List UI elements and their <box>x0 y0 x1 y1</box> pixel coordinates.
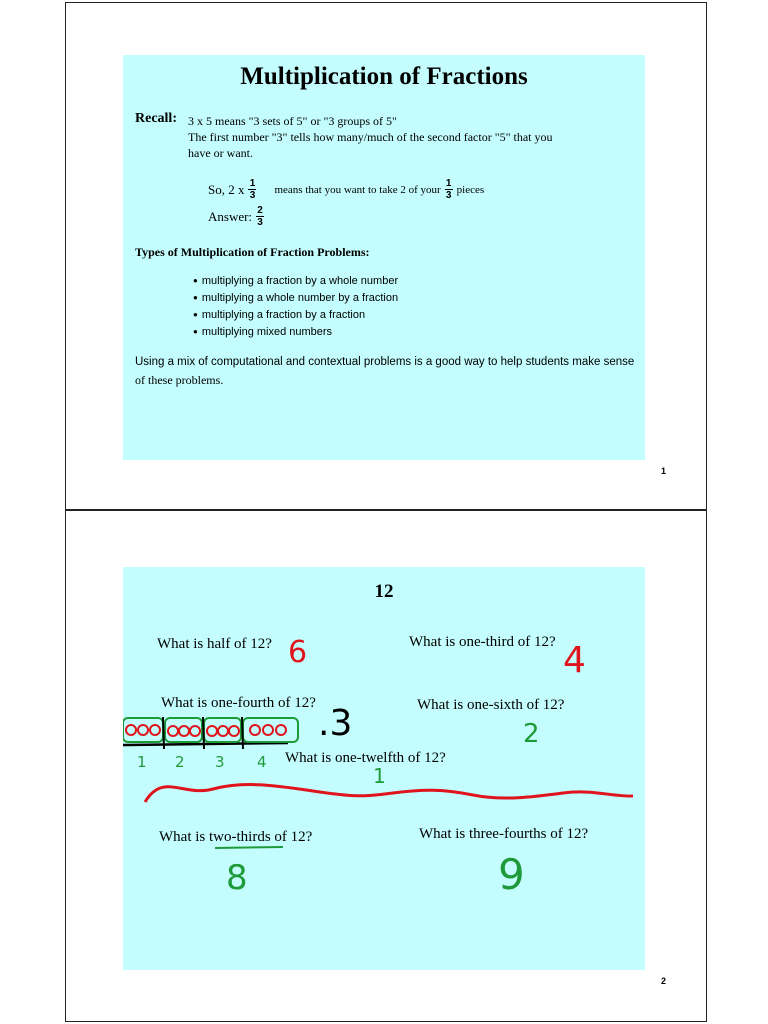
answer-one-third-handwritten: 4 <box>563 640 586 681</box>
mix-text-line-2: of these problems. <box>135 373 224 387</box>
slide-1-panel <box>123 55 645 460</box>
fraction-one-third-inline <box>445 179 453 200</box>
answer-one-twelfth-handwritten: 1 <box>373 764 386 788</box>
wavy-separator <box>145 785 633 802</box>
recall-label: Recall: <box>135 111 177 126</box>
example-line <box>208 179 484 200</box>
group-label-4: 4 <box>257 753 267 771</box>
counter <box>263 725 273 735</box>
answer-half-handwritten: 6 <box>288 635 308 670</box>
slide-title: 12 <box>374 581 394 602</box>
slide-1 <box>65 2 707 510</box>
question-one-third: What is one-third of 12? <box>409 634 556 650</box>
pieces-label: pieces <box>456 183 485 196</box>
mix-text-line-1: Using a mix of computational and contextual problems is a good way to help students make sense <box>135 356 635 368</box>
recall-line-2: The first number "3" tells how many/much of the second factor "5" that you <box>188 130 553 144</box>
counter-baseline <box>123 743 288 745</box>
answer-one-fourth-handwritten: .3 <box>318 703 353 744</box>
slide-title: Multiplication of Fractions <box>240 63 528 90</box>
list-item: ● multiplying mixed numbers <box>193 326 398 343</box>
page-number: 2 <box>660 976 666 986</box>
counter <box>150 725 160 735</box>
group-box-2 <box>165 718 202 742</box>
group-box-4 <box>243 718 298 742</box>
counter <box>190 726 200 736</box>
two-thirds-underline <box>215 847 283 848</box>
answer-line <box>208 206 268 227</box>
counter <box>138 725 148 735</box>
answer-label: Answer: <box>208 208 253 224</box>
group-box-1 <box>123 718 163 742</box>
fraction-denominator: 3 <box>249 190 256 201</box>
list-item: ● multiplying a whole number by a fraction <box>193 292 398 309</box>
counter <box>229 726 239 736</box>
means-text <box>274 179 484 200</box>
counter <box>126 725 136 735</box>
counter <box>250 725 260 735</box>
recall-line-1: 3 x 5 means "3 sets of 5" or "3 groups of 5" <box>188 114 397 128</box>
fraction-denominator: 3 <box>257 217 263 228</box>
fraction-numerator: 1 <box>249 178 256 189</box>
answer-one-sixth-handwritten: 2 <box>523 719 540 749</box>
counter <box>179 726 189 736</box>
page-number: 1 <box>660 466 666 476</box>
divider-2 <box>203 717 204 749</box>
fraction-numerator: 1 <box>445 178 452 189</box>
answer-three-fourths-handwritten: 9 <box>498 850 525 899</box>
group-label-3: 3 <box>215 753 225 771</box>
slide-2-panel <box>123 567 645 970</box>
means-label: means that you want to take 2 of your <box>274 183 441 196</box>
divider-3 <box>242 717 243 749</box>
answer-fraction <box>256 206 264 227</box>
recall-line-3: have or want. <box>188 146 253 160</box>
question-one-twelfth: What is one-twelfth of 12? <box>285 750 446 766</box>
fraction-numerator: 2 <box>257 205 263 216</box>
question-one-sixth: What is one-sixth of 12? <box>417 697 565 713</box>
group-label-2: 2 <box>175 753 185 771</box>
list-item: ● multiplying a fraction by a whole number <box>193 275 398 292</box>
question-three-fourths: What is three-fourths of 12? <box>419 826 589 842</box>
types-list <box>193 275 398 343</box>
so-prefix: So, 2 x <box>208 181 245 197</box>
counter <box>276 725 286 735</box>
counter <box>168 726 178 736</box>
list-item: ● multiplying a fraction by a fraction <box>193 309 398 326</box>
question-half: What is half of 12? <box>157 636 272 652</box>
types-heading: Types of Multiplication of Fraction Problems: <box>135 245 370 259</box>
group-label-1: 1 <box>137 753 147 771</box>
counter <box>207 726 217 736</box>
question-two-thirds: What is two-thirds of 12? <box>159 829 313 845</box>
red-counters <box>126 725 286 736</box>
divider-1 <box>163 717 164 749</box>
group-box-3 <box>204 718 241 742</box>
question-one-fourth: What is one-fourth of 12? <box>161 695 316 711</box>
answer-two-thirds-handwritten: 8 <box>226 858 248 898</box>
fraction-one-third <box>248 179 256 200</box>
handwritten-annotations <box>123 567 645 970</box>
counter <box>218 726 228 736</box>
slide-2 <box>65 510 707 1022</box>
fraction-denominator: 3 <box>445 190 452 201</box>
